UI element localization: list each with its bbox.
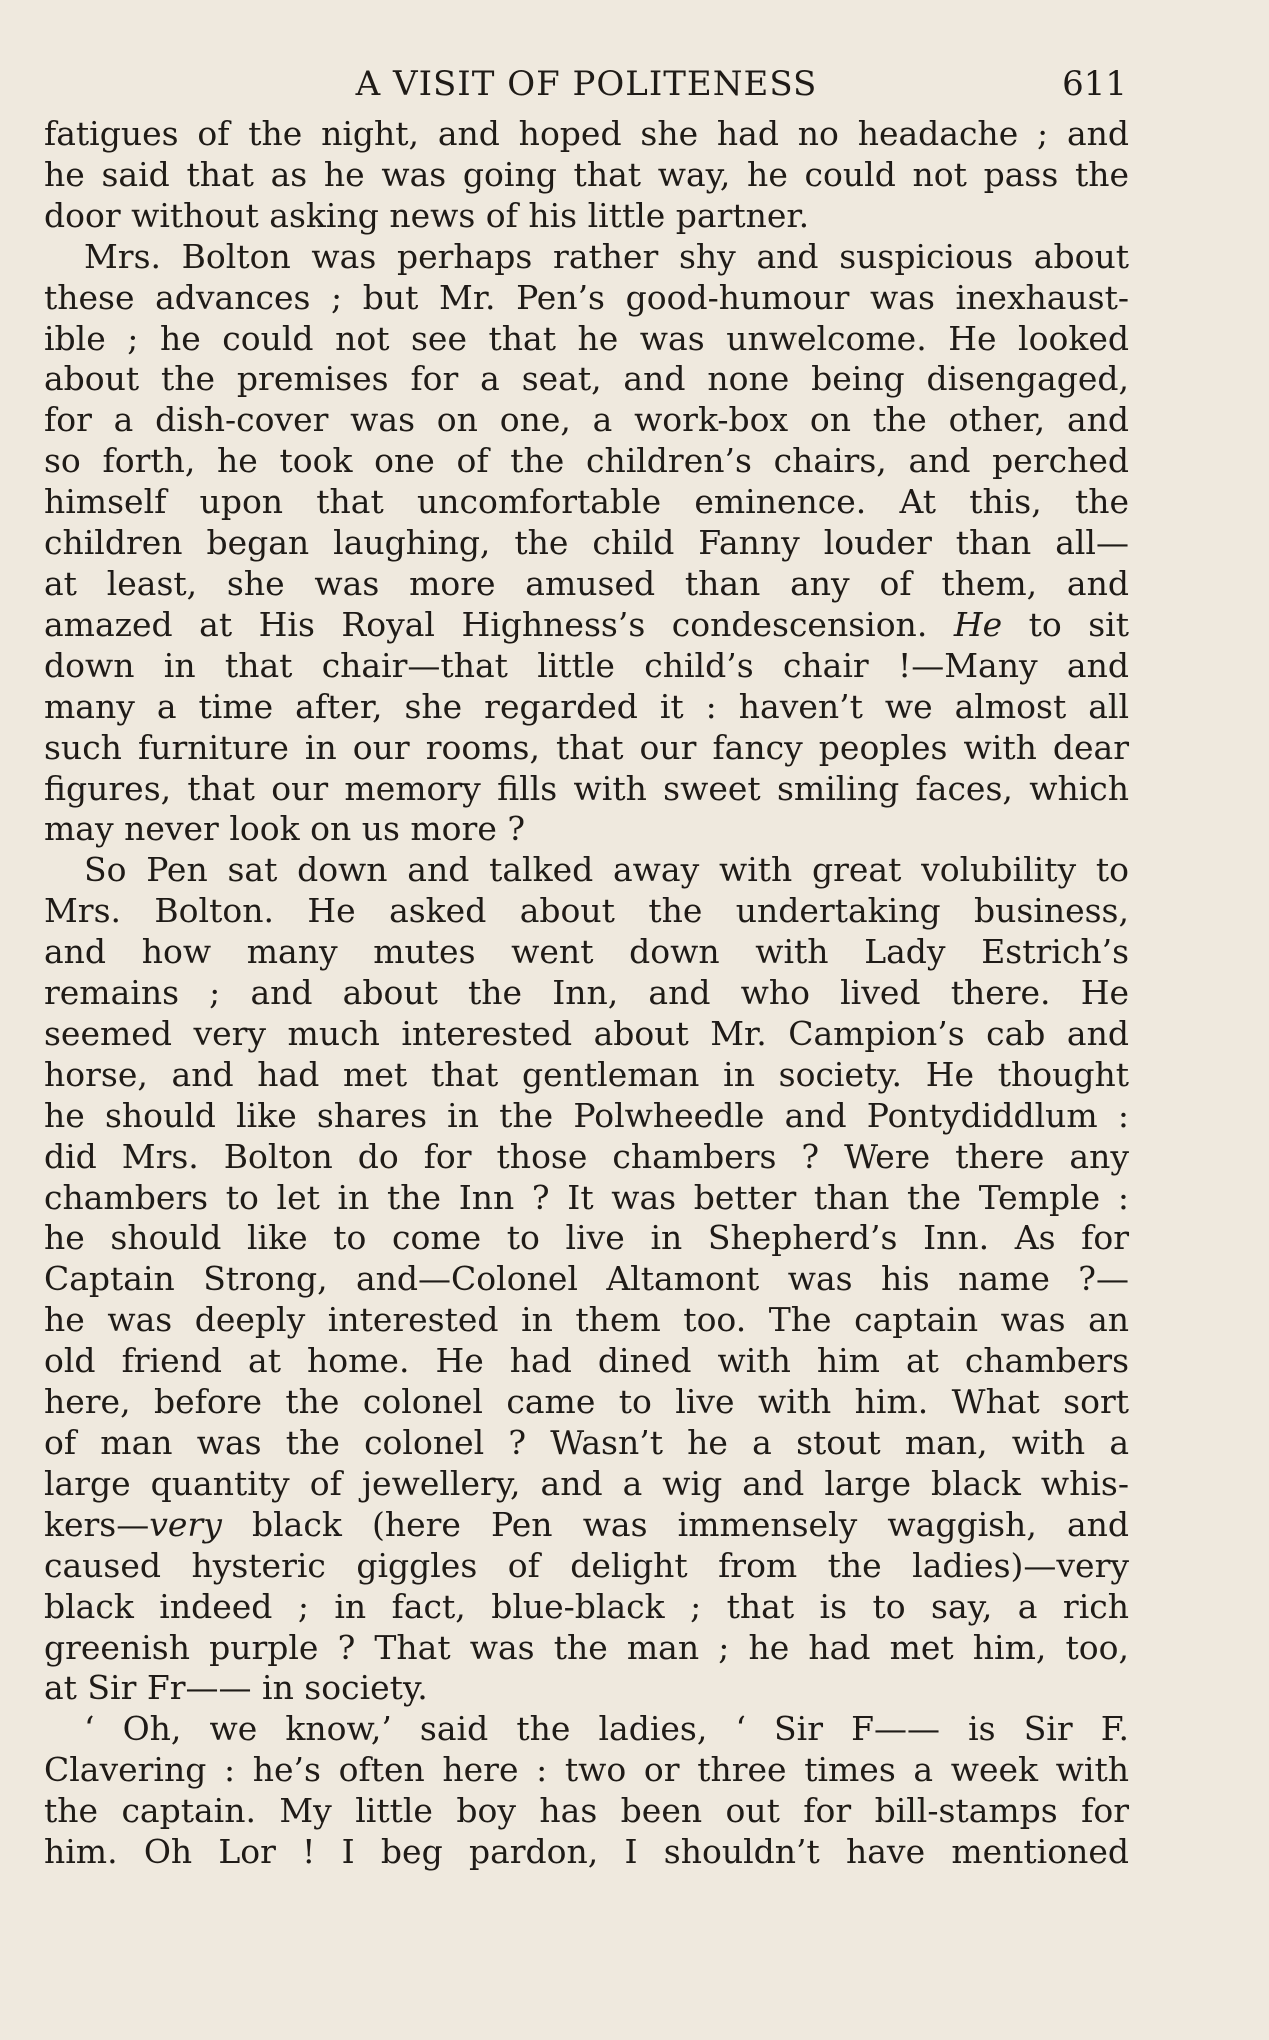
italic-text: He — [953, 604, 1003, 644]
text-line: seemed very much interested about Mr. Campion’s cab and — [44, 1013, 1129, 1053]
text-line: amazed at His Royal Highness’s condescension. He to sit — [44, 604, 1129, 644]
running-title: A VISIT OF POLITENESS — [355, 64, 818, 104]
text-line: chambers to let in the Inn ? It was better than the Temple : — [44, 1177, 1129, 1217]
text-line: he was deeply interested in them too. The captain was an — [44, 1300, 1129, 1340]
text-line: Mrs. Bolton. He asked about the undertaking business, — [44, 891, 1129, 931]
book-page — [44, 56, 1129, 1873]
text-line: so forth, he took one of the children’s chairs, and perched — [44, 441, 1129, 481]
body-text — [44, 114, 1129, 1873]
text-line: he should like to come to live in Shepherd’s Inn. As for — [44, 1218, 1129, 1258]
text-line: these advances ; but Mr. Pen’s good-humour was inexhaust- — [44, 277, 1129, 317]
text-line: about the premises for a seat, and none being disengaged, — [44, 359, 1129, 399]
text-line: down in that chair—that little child’s chair !—Many and — [44, 645, 1129, 685]
text-line: here, before the colonel came to live with him. What sort — [44, 1382, 1129, 1422]
text-line: many a time after, she regarded it : haven’t we almost all — [44, 686, 1129, 726]
text-line: black indeed ; in fact, blue-black ; that is to say, a rich — [44, 1586, 1129, 1626]
text-line: may never look on us more ? — [44, 809, 526, 849]
text-line: figures, that our memory fills with sweet smiling faces, which — [44, 768, 1129, 808]
text-line: him. Oh Lor ! I beg pardon, I shouldn’t have mentioned — [44, 1832, 1129, 1872]
text-line: ‘ Oh, we know,’ said the ladies, ‘ Sir F—— is Sir F. — [84, 1709, 1129, 1749]
text-line: Mrs. Bolton was perhaps rather shy and suspicious about — [84, 236, 1129, 276]
text-line: for a dish-cover was on one, a work-box on the other, and — [44, 400, 1129, 440]
text-line: horse, and had met that gentleman in society. He thought — [44, 1054, 1129, 1094]
text-line: at least, she was more amused than any of them, and — [44, 563, 1129, 603]
text-line: Captain Strong, and—Colonel Altamont was his name ?— — [44, 1259, 1129, 1299]
text-line: at Sir Fr—— in society. — [44, 1668, 428, 1708]
text-line: of man was the colonel ? Wasn’t he a stout man, with a — [44, 1423, 1129, 1462]
text-line: himself upon that uncomfortable eminence. At this, the — [44, 482, 1129, 522]
text-line: caused hysteric giggles of delight from the ladies)—very — [44, 1545, 1129, 1585]
text-line: did Mrs. Bolton do for those chambers ? Were there any — [44, 1136, 1129, 1176]
text-line: and how many mutes went down with Lady Estrich’s — [44, 932, 1129, 972]
text-line: greenish purple ? That was the man ; he had met him, too, — [44, 1627, 1129, 1667]
running-header — [44, 56, 1129, 110]
text-line: the captain. My little boy has been out for bill-stamps for — [44, 1791, 1129, 1831]
text-line: large quantity of jewellery, and a wig and large black whis- — [44, 1463, 1129, 1503]
text-line: fatigues of the night, and hoped she had no headache ; and — [44, 114, 1129, 153]
italic-text: very — [149, 1504, 222, 1544]
page-number: 611 — [1062, 64, 1127, 104]
text-line: children began laughing, the child Fanny louder than all— — [44, 523, 1129, 563]
text-line: such furniture in our rooms, that our fancy peoples with dear — [44, 727, 1129, 767]
text-line: Clavering : he’s often here : two or three times a week with — [44, 1750, 1129, 1790]
text-line: ible ; he could not see that he was unwelcome. He looked — [44, 318, 1129, 358]
text-line: he should like shares in the Polwheedle and Pontydiddlum : — [44, 1095, 1129, 1135]
text-line: door without asking news of his little partner. — [44, 195, 810, 235]
text-line: he said that as he was going that way, he could not pass the — [44, 154, 1129, 194]
text-line: old friend at home. He had dined with him at chambers — [44, 1341, 1129, 1381]
text-line: So Pen sat down and talked away with great volubility to — [84, 850, 1129, 890]
text-line: kers—very black (here Pen was immensely waggish, and — [44, 1504, 1129, 1544]
text-line: remains ; and about the Inn, and who lived there. He — [44, 973, 1129, 1013]
